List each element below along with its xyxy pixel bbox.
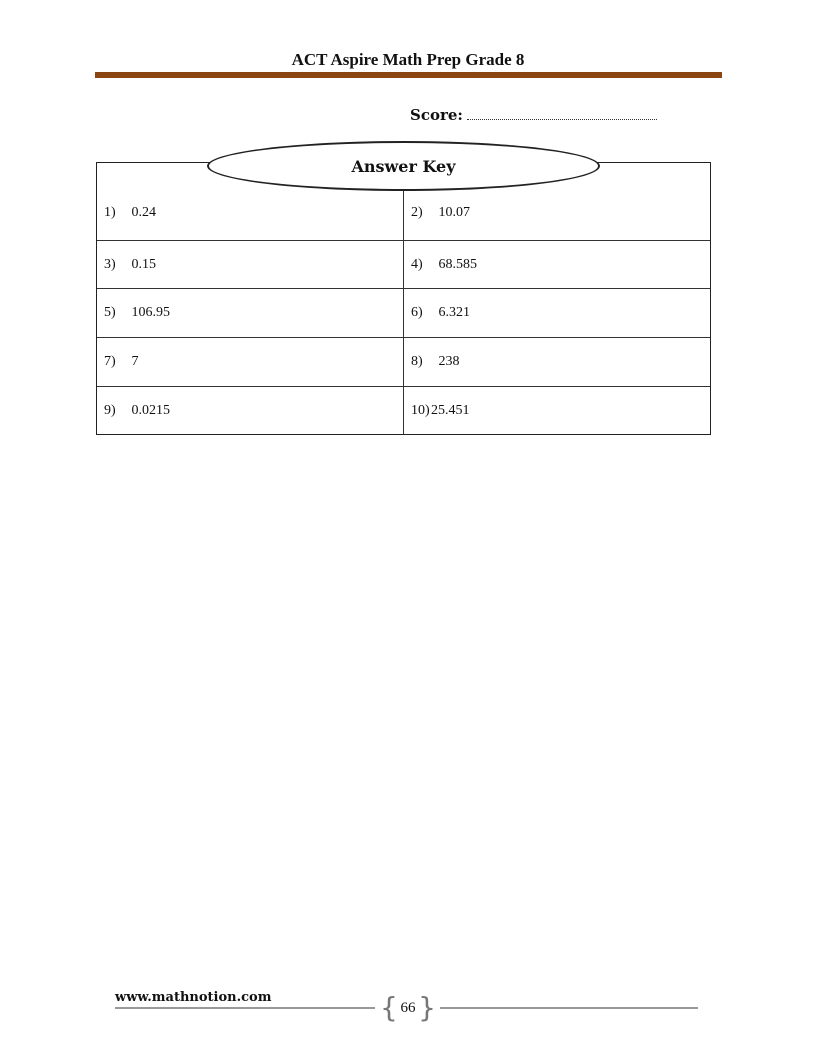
answer-cell	[97, 338, 404, 386]
question-number: 9)	[104, 402, 116, 418]
answer-value: 6.321	[438, 305, 470, 320]
question-number: 7)	[104, 354, 116, 369]
answer-value: 0.24	[131, 204, 156, 220]
answer-value: 238	[438, 354, 460, 369]
page-title: ACT Aspire Math Prep Grade 8	[291, 50, 525, 69]
answer-cell	[97, 289, 404, 337]
answer-cell	[404, 289, 710, 337]
score-blank-line	[467, 109, 657, 120]
score-field	[410, 106, 657, 124]
answer-cell	[97, 387, 404, 434]
question-number: 10)	[411, 402, 430, 418]
question-number: 6)	[411, 305, 423, 320]
left-brace-icon: {	[380, 991, 398, 1024]
answer-cell	[404, 241, 710, 288]
question-number: 8)	[411, 354, 423, 369]
table-row	[97, 289, 710, 338]
table-row	[97, 387, 710, 434]
answer-value: 25.451	[431, 402, 470, 418]
score-label: Score:	[410, 106, 463, 124]
footer-divider-right	[440, 1007, 698, 1009]
answer-cell	[404, 387, 710, 434]
answer-key-heading	[207, 141, 600, 191]
header-divider	[95, 72, 722, 78]
answer-value: 10.07	[438, 204, 470, 220]
right-brace-icon: }	[418, 991, 436, 1024]
answer-value: 7	[131, 354, 139, 369]
footer-divider-left	[115, 1007, 375, 1009]
question-number: 2)	[411, 204, 423, 220]
page-number-box	[380, 992, 436, 1024]
table-row	[97, 338, 710, 387]
answer-value: 0.15	[131, 256, 156, 272]
answer-key-table	[96, 162, 711, 435]
answer-value: 0.0215	[131, 402, 170, 418]
question-number: 5)	[104, 305, 116, 320]
answer-cell	[404, 338, 710, 386]
question-number: 1)	[104, 204, 116, 220]
question-number: 4)	[411, 256, 423, 272]
table-row	[97, 241, 710, 289]
page-number: 66	[400, 999, 416, 1016]
footer-website: www.mathnotion.com	[115, 990, 272, 1005]
answer-cell	[97, 241, 404, 288]
answer-key-title: Answer Key	[351, 156, 456, 176]
answer-value: 106.95	[131, 305, 170, 320]
answer-value: 68.585	[438, 256, 477, 272]
question-number: 3)	[104, 256, 116, 272]
